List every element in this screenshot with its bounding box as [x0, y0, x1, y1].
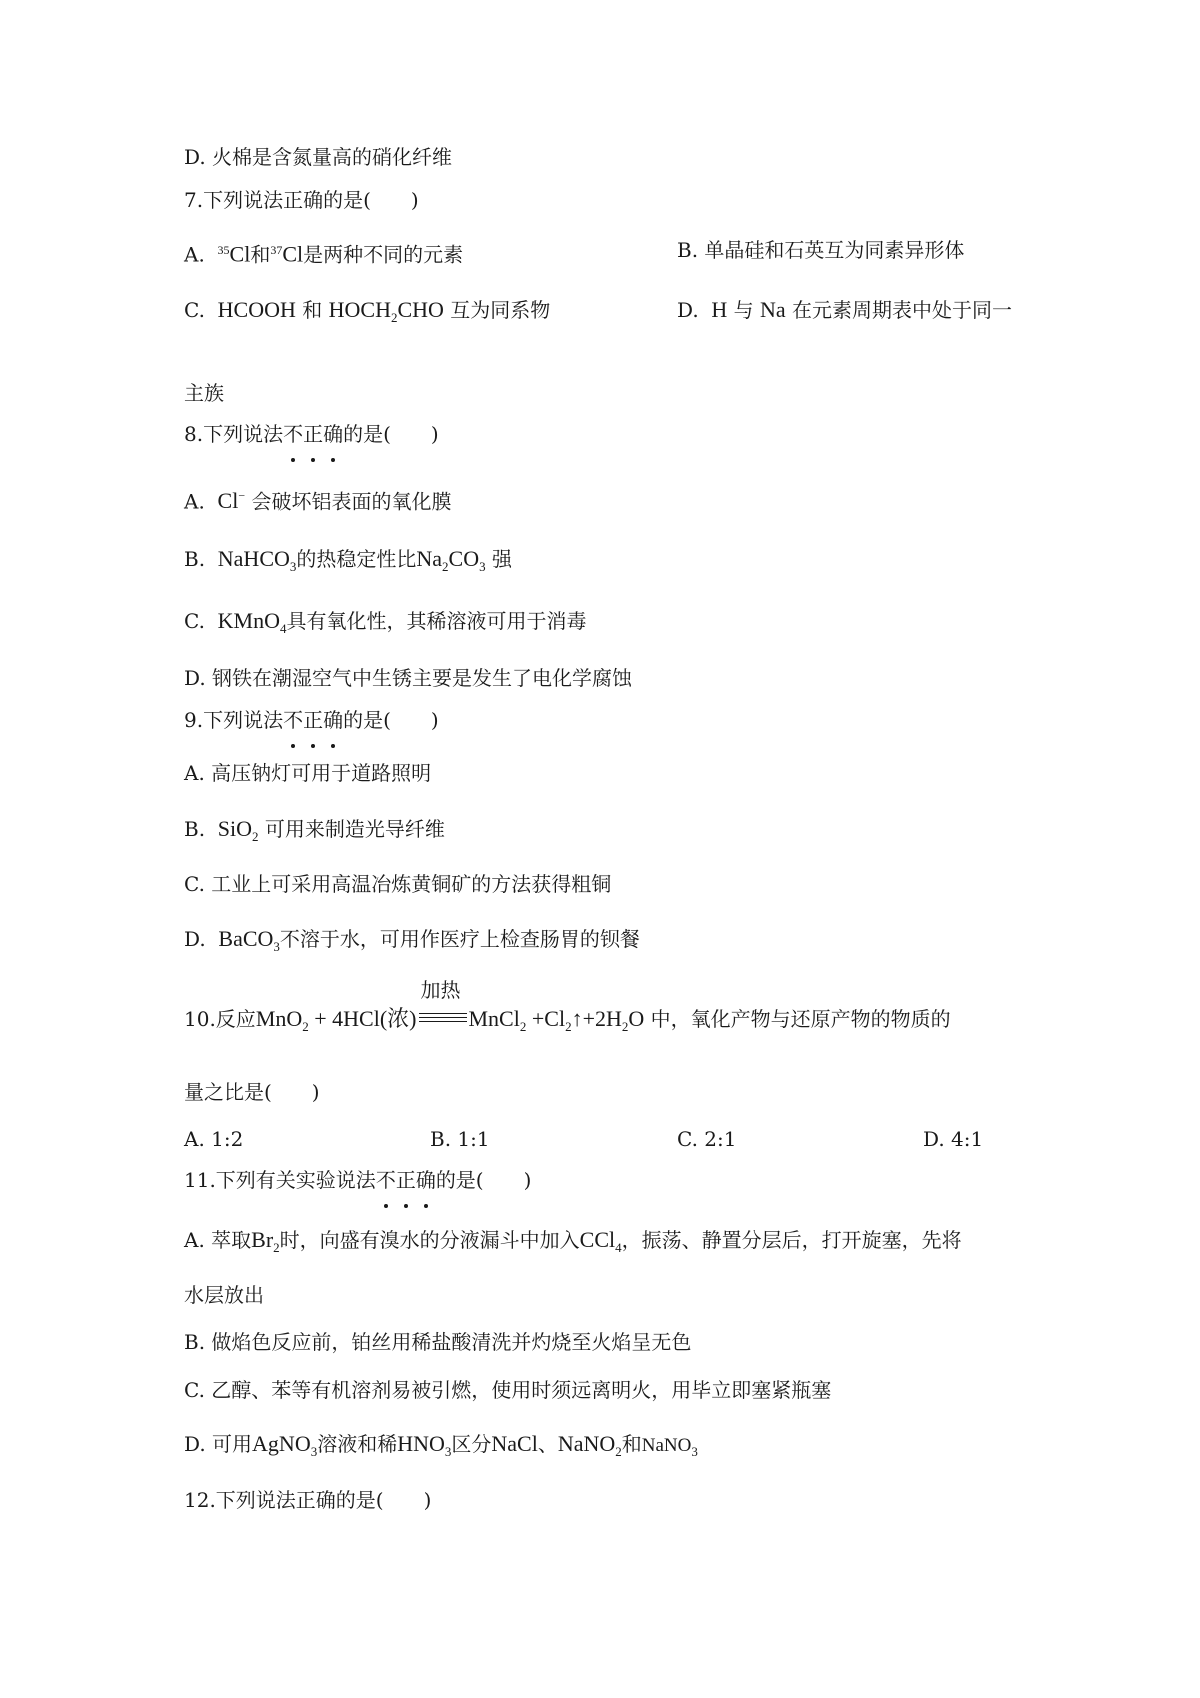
q9-stem: 9.下列说法不 正 确 的是( ) — [184, 706, 439, 734]
option-label: A. — [184, 489, 205, 514]
q10-stem-continued: 量之比是( ) — [184, 1080, 320, 1104]
q7-option-a — [184, 236, 463, 269]
formula: AgNO$_3$ — [252, 1431, 318, 1459]
mass-number: 37 — [270, 243, 283, 257]
option-text: 可用来制造光导纤维 — [264, 817, 445, 841]
formula: KMnO$_4$ — [217, 608, 287, 636]
q7-option-b: B. 单晶硅和石英互为同素异形体 — [677, 238, 965, 262]
formula: SiO$_2$ — [217, 816, 259, 844]
emphasis-char: 确 — [323, 420, 343, 448]
emphasis-char: 不 — [283, 706, 303, 734]
q9-option-c: C. 工业上可采用高温冶炼黄铜矿的方法获得粗铜 — [184, 872, 612, 896]
stem-text: 中，氧化产物与还原产物的物质的 — [650, 1007, 951, 1031]
emphasis-dot — [424, 1204, 428, 1208]
q11-option-d: D. 可用AgNO$_3$溶液和稀$HNO_3$区分NaCl、NaNO$_2$和NaNO$_3$ — [184, 1431, 698, 1459]
q11-option-a: A. 萃取$Br_2$时，向盛有溴水的分液漏斗中加入CCl$_4$，振荡、静置分层后，打开旋塞，先将 — [184, 1227, 962, 1255]
q7-stem: 7.下列说法正确的是( ) — [184, 188, 419, 212]
q11-stem: 11.下列有关实验说法不 正 确 的是( ) — [184, 1166, 531, 1194]
q11-option-c: C. 乙醇、苯等有机溶剂易被引燃，使用时须远离明火，用毕立即塞紧瓶塞 — [184, 1378, 832, 1402]
q8-option-b — [184, 545, 512, 581]
emphasis-dot — [311, 744, 315, 748]
connector-text: 和 — [250, 242, 271, 267]
reaction-condition: 加热 — [420, 980, 461, 1002]
option-label: B. — [184, 817, 206, 841]
q10-option-b: B. 1:1 — [430, 1127, 490, 1151]
emphasis-char: 正 — [303, 706, 323, 734]
q7-option-d — [677, 296, 1012, 324]
ion-formula: Cl− — [217, 488, 246, 514]
option-label: D. — [184, 927, 206, 951]
option-text: 不溶于水，可用作医疗上检查肠胃的钡餐 — [279, 927, 640, 951]
option-label: D. — [677, 298, 699, 322]
reaction-equals-sign — [419, 980, 467, 1023]
q8-stem: 8.下列说法不 正 确 的是( ) — [184, 420, 439, 448]
emphasis-dot — [291, 458, 295, 462]
formula: CCl$_4$ — [579, 1227, 622, 1255]
formula: $Na_2CO_3$ — [416, 546, 486, 574]
emphasis-char: 正 — [303, 420, 323, 448]
emphasis-dot — [291, 744, 295, 748]
formula: HCOOH — [217, 297, 296, 322]
option-label: A. — [184, 242, 205, 267]
option-label: C. — [184, 609, 205, 633]
mass-number: 35 — [217, 243, 230, 257]
element-symbol: H — [711, 297, 728, 322]
q6-option-d: D. 火棉是含氮量高的硝化纤维 — [184, 145, 453, 169]
emphasis-char: 正 — [396, 1166, 416, 1194]
formula: NaNO$_3$ — [641, 1435, 698, 1459]
q10-option-d: D. 4:1 — [923, 1127, 984, 1151]
isotope-symbol: Cl — [282, 241, 304, 267]
option-text: 强 — [491, 547, 512, 571]
q8-option-a — [184, 482, 451, 515]
emphasis-dot — [331, 458, 335, 462]
emphasis-char: 确 — [323, 706, 343, 734]
q9-option-a: A. 高压钠灯可用于道路照明 — [184, 761, 432, 785]
option-label: C. — [184, 298, 205, 322]
formula: NaCl — [491, 1431, 538, 1456]
formula: NaHCO$_3$ — [217, 546, 297, 574]
emphasis-dot — [331, 744, 335, 748]
emphasis-dot — [404, 1204, 408, 1208]
option-text: 是两种不同的元素 — [303, 242, 464, 267]
q11-option-b: B. 做焰色反应前，铂丝用稀盐酸清洗并灼烧至火焰呈无色 — [184, 1330, 692, 1354]
option-text: 的热稳定性比 — [296, 547, 417, 571]
emphasis-char: 不 — [376, 1166, 396, 1194]
reaction-equation: MnO$_2$ + 4HCl(浓) 加热 MnCl$_2$ $+Cl_2↑+2H_2O$ — [256, 1006, 644, 1031]
q10-option-c: C. 2:1 — [677, 1127, 737, 1151]
q8-option-c — [184, 607, 587, 643]
formula: NaNO$_2$ — [557, 1431, 622, 1459]
q12-stem: 12.下列说法正确的是( ) — [184, 1488, 432, 1512]
option-text: 在元素周期表中处于同一 — [792, 298, 1013, 322]
emphasis-char: 不 — [283, 420, 303, 448]
q11-option-a-continued: 水层放出 — [184, 1283, 264, 1307]
option-text: 会破坏铝表面的氧化膜 — [251, 489, 452, 514]
element-symbol: Na — [760, 297, 786, 322]
connector-text: 和 — [302, 298, 323, 322]
option-text: 具有氧化性，其稀溶液可用于消毒 — [286, 609, 587, 633]
formula: $Br_2$ — [251, 1227, 280, 1255]
q8-option-d: D. 钢铁在潮湿空气中生锈主要是发生了电化学腐蚀 — [184, 666, 633, 690]
q7-option-d-continued: 主族 — [184, 381, 224, 405]
connector-text: 与 — [733, 298, 754, 322]
q10-option-a: A. 1:2 — [184, 1127, 244, 1151]
formula: BaCO$_3$ — [218, 926, 280, 954]
q7-option-c — [184, 296, 550, 332]
emphasis-dot — [311, 458, 315, 462]
emphasis-dot — [384, 1204, 388, 1208]
emphasis-char: 确 — [416, 1166, 436, 1194]
option-text: 互为同系物 — [450, 298, 551, 322]
q9-option-d — [184, 925, 640, 961]
option-label: B. — [184, 547, 206, 571]
q10-stem: 10.反应MnO$_2$ + 4HCl(浓) 加热 MnCl$_2$ $+Cl_2↑+2H_2O$ 中，氧化产物与还原产物的物质的 — [184, 1005, 951, 1041]
formula: $HOCH_2CHO$ — [328, 297, 444, 325]
formula: $HNO_3$ — [397, 1431, 452, 1459]
q9-option-b — [184, 815, 445, 851]
isotope-symbol: Cl — [229, 241, 251, 267]
